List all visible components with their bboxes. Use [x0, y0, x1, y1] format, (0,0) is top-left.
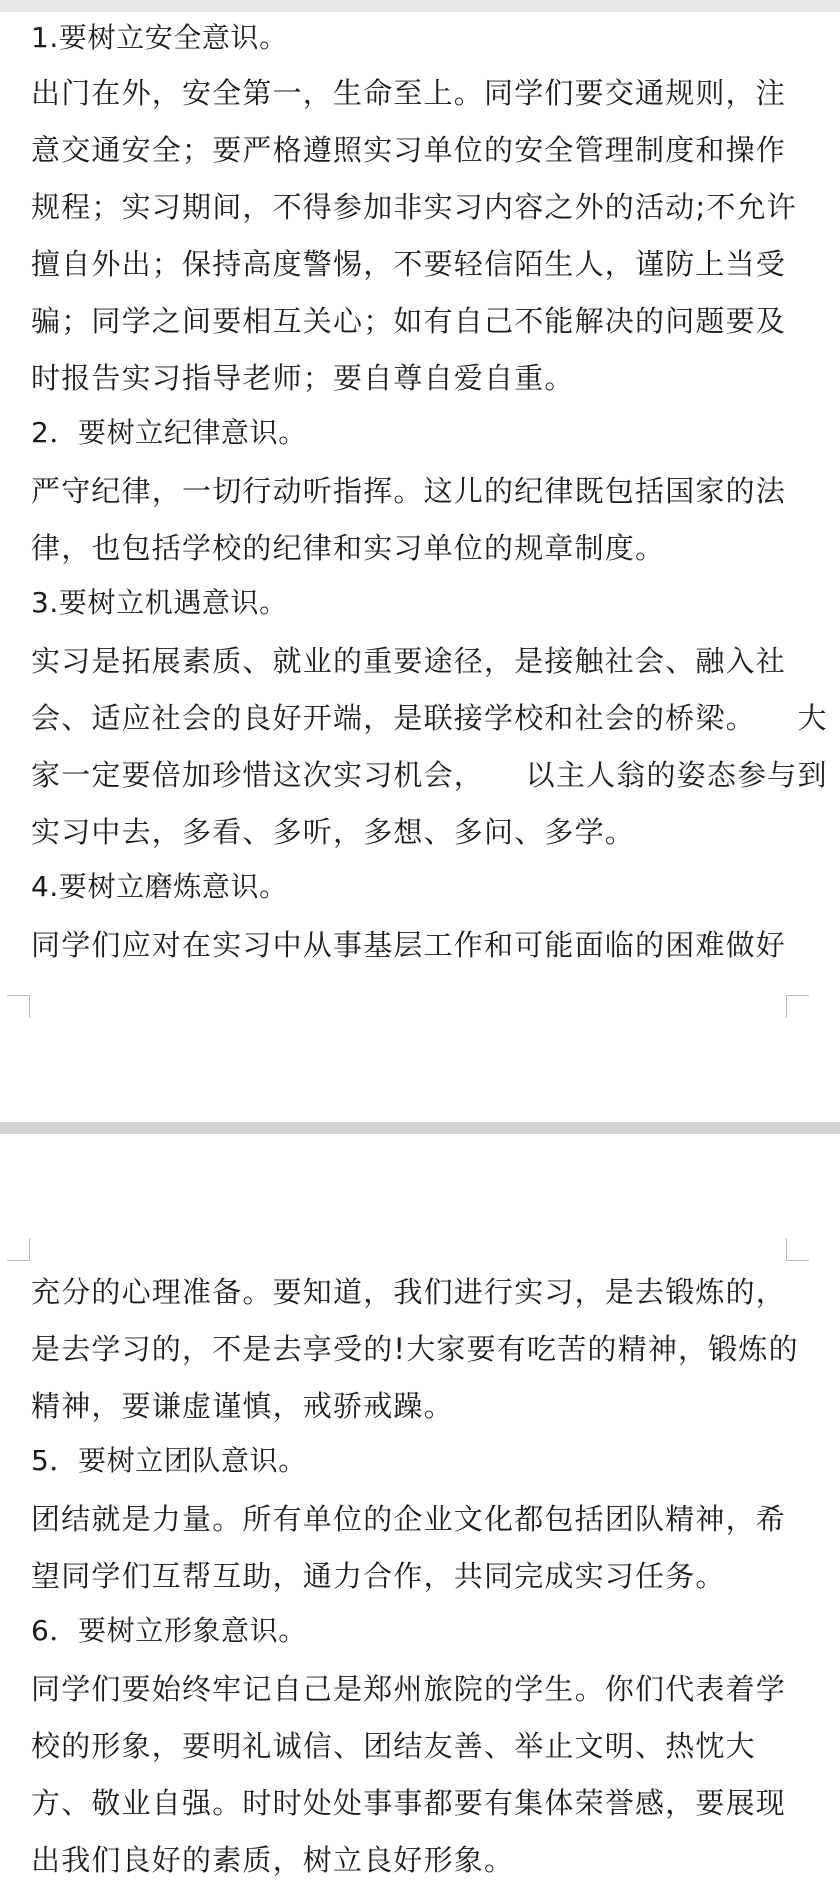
heading-teamwork: 5．要树立团队意识。: [31, 1444, 307, 1477]
paragraph-line: 意交通安全；要严格遵照实习单位的安全管理制度和操作: [31, 133, 787, 167]
paragraph-line: 擅自外出；保持高度警惕，不要轻信陌生人，谨防上当受: [31, 247, 787, 281]
heading-tempering: 4.要树立磨炼意识。: [31, 870, 288, 903]
page-top-edge: [0, 0, 840, 12]
paragraph-line: 同学们应对在实习中从事基层工作和可能面临的困难做好: [31, 928, 787, 962]
page-break: [0, 1122, 840, 1134]
paragraph-line: 望同学们互帮互助，通力合作，共同完成实习任务。: [31, 1559, 726, 1593]
paragraph-line: 骗；同学之间要相互关心；如有自己不能解决的问题要及: [31, 304, 787, 338]
heading-opportunity: 3.要树立机遇意识。: [31, 586, 288, 619]
paragraph-line: 出门在外，安全第一，生命至上。同学们要交通规则，注: [31, 76, 787, 110]
paragraph-line: 实习中去，多看、多听，多想、多问、多学。: [31, 815, 636, 849]
paragraph-line: 会、适应社会的良好开端，是联接学校和社会的桥梁。 大: [31, 701, 828, 735]
heading-safety: 1.要树立安全意识。: [31, 21, 288, 54]
paragraph-line: 团结就是力量。所有单位的企业文化都包括团队精神，希: [31, 1502, 787, 1536]
paragraph-line: 同学们要始终牢记自己是郑州旅院的学生。你们代表着学: [31, 1672, 787, 1706]
document-page-2: [0, 1134, 840, 1897]
paragraph-line: 是去学习的，不是去享受的!大家要有吃苦的精神，锻炼的: [31, 1332, 799, 1366]
margin-corner-mark: [786, 995, 809, 1018]
paragraph-line: 精神，要谦虚谨慎，戒骄戒躁。: [31, 1389, 454, 1423]
paragraph-line: 家一定要倍加珍惜这次实习机会， 以主人翁的姿态参与到: [31, 758, 828, 792]
paragraph-line: 校的形象，要明礼诚信、团结友善、举止文明、热忱大: [31, 1729, 756, 1763]
heading-image: 6．要树立形象意识。: [31, 1614, 307, 1647]
margin-corner-mark: [7, 1238, 30, 1261]
margin-corner-mark: [786, 1238, 809, 1261]
paragraph-line: 充分的心理准备。要知道，我们进行实习，是去锻炼的，: [31, 1275, 787, 1309]
heading-discipline: 2．要树立纪律意识。: [31, 416, 307, 449]
paragraph-line: 严守纪律，一切行动听指挥。这儿的纪律既包括国家的法: [31, 474, 787, 508]
paragraph-line: 出我们良好的素质，树立良好形象。: [31, 1843, 515, 1877]
document-page-1: [0, 12, 840, 1122]
paragraph-line: 律，也包括学校的纪律和实习单位的规章制度。: [31, 531, 666, 565]
paragraph-line: 规程；实习期间，不得参加非实习内容之外的活动;不允许: [31, 190, 797, 224]
margin-corner-mark: [7, 995, 30, 1018]
paragraph-line: 方、敬业自强。时时处处事事都要有集体荣誉感，要展现: [31, 1786, 787, 1820]
paragraph-line: 时报告实习指导老师；要自尊自爱自重。: [31, 361, 575, 395]
paragraph-line: 实习是拓展素质、就业的重要途径，是接触社会、融入社: [31, 644, 787, 678]
